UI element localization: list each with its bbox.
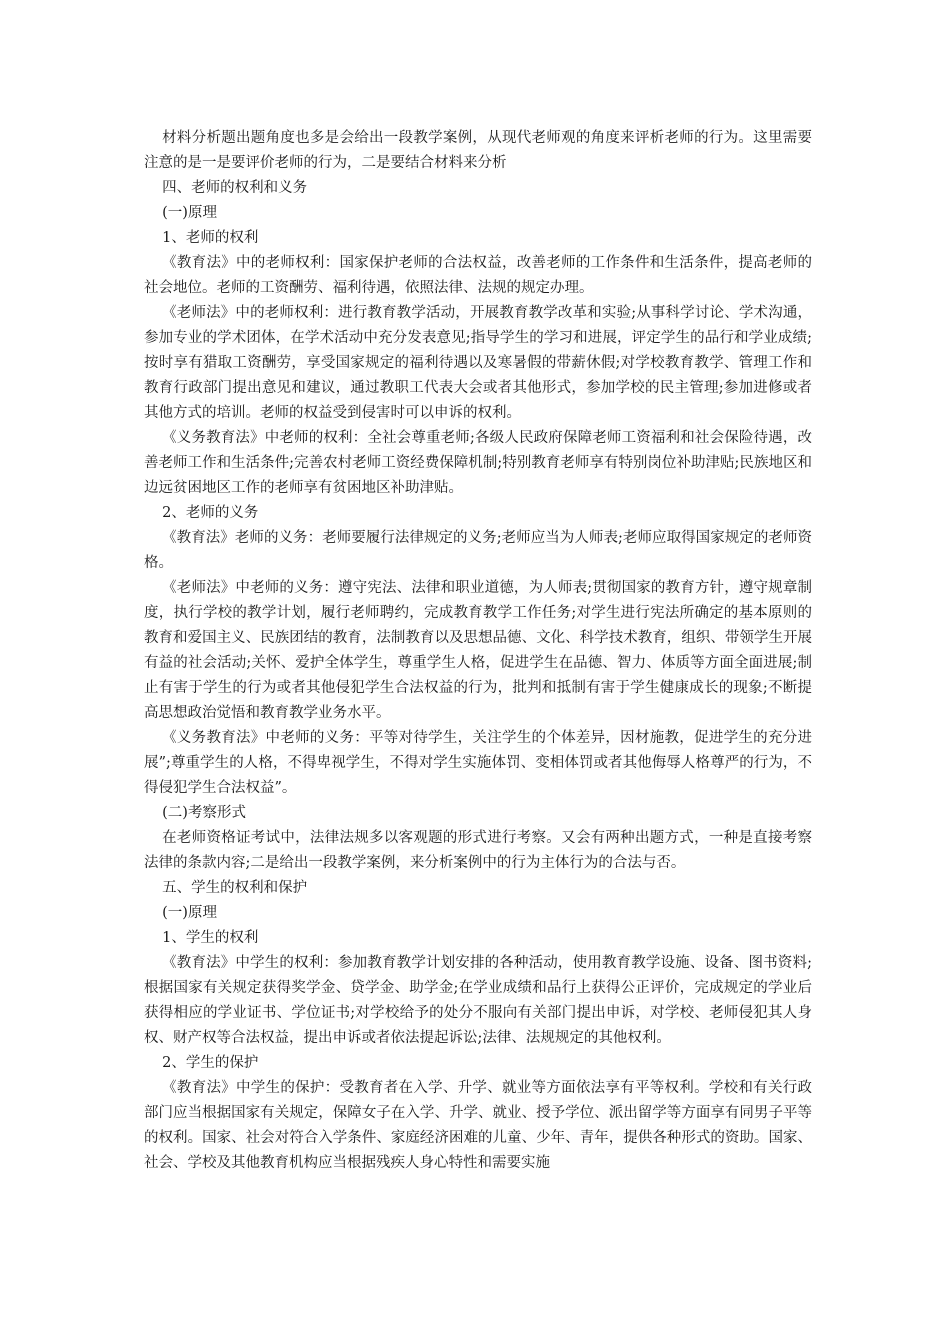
body-paragraph: 《老师法》中老师的义务：遵守宪法、法律和职业道德，为人师表;贯彻国家的教育方针，遵守规章制度，执行学校的教学计划，履行老师聘约，完成教育教学工作任务;对学生进行宪法所确定的基本原则的教育和爱国主义、民族团结的教育，法制教育以及思想品德、文化、科学技术教育，组织、带领学生开展有益的社会活动;关怀、爱护全体学生，尊重学生人格，促进学生在品德、智力、体质等方面全面进展;制止有害于学生的行为或者其他侵犯学生合法权益的行为，批判和抵制有害于学生健康成长的现象;不断提高思想政治觉悟和教育教学业务水平。 — [144, 580, 812, 721]
section-heading: 2、学生的保护 — [162, 1055, 259, 1071]
section-heading: 1、学生的权利 — [162, 930, 259, 946]
body-paragraph: 材料分析题出题角度也多是会给出一段教学案例，从现代老师观的角度来评析老师的行为。这里需要注意的是一是要评价老师的行为，二是要结合材料来分析 — [144, 130, 812, 171]
body-paragraph: 《教育法》中学生的权利：参加教育教学计划安排的各种活动，使用教育教学设施、设备、图书资料;根据国家有关规定获得奖学金、贷学金、助学金;在学业成绩和品行上获得公正评价，完成规定的学业后获得相应的学业证书、学位证书;对学校给予的处分不服向有关部门提出申诉，对学校、老师侵犯其人身权、财产权等合法权益，提出申诉或者依法提起诉讼;法律、法规规定的其他权利。 — [144, 955, 812, 1046]
section-heading: (二)考察形式 — [162, 805, 246, 821]
body-paragraph: 《教育法》中的老师权利：国家保护老师的合法权益，改善老师的工作条件和生活条件，提高老师的社会地位。老师的工资酬劳、福利待遇，依照法律、法规的规定办理。 — [144, 255, 812, 296]
body-paragraph: 在老师资格证考试中，法律法规多以客观题的形式进行考察。又会有两种出题方式，一种是直接考察法律的条款内容;二是给出一段教学案例，来分析案例中的行为主体行为的合法与否。 — [144, 830, 812, 871]
body-paragraph: 《义务教育法》中老师的权利：全社会尊重老师;各级人民政府保障老师工资福利和社会保险待遇，改善老师工作和生活条件;完善农村老师工资经费保障机制;特别教育老师享有特别岗位补助津贴;民族地区和边远贫困地区工作的老师享有贫困地区补助津贴。 — [144, 430, 812, 496]
body-paragraph: 《义务教育法》中老师的义务：平等对待学生，关注学生的个体差异，因材施教，促进学生的充分进展”;尊重学生的人格，不得卑视学生，不得对学生实施体罚、变相体罚或者其他侮辱人格尊严的行为，不得侵犯学生合法权益”。 — [144, 730, 812, 796]
section-heading: 五、学生的权利和保护 — [162, 880, 308, 896]
body-paragraph: 《教育法》老师的义务：老师要履行法律规定的义务;老师应当为人师表;老师应取得国家规定的老师资格。 — [144, 530, 812, 571]
body-paragraph: 《教育法》中学生的保护：受教育者在入学、升学、就业等方面依法享有平等权利。学校和有关行政部门应当根据国家有关规定，保障女子在入学、升学、就业、授予学位、派出留学等方面享有同男子平等的权利。国家、社会对符合入学条件、家庭经济困难的儿童、少年、青年，提供各种形式的资助。国家、社会、学校及其他教育机构应当根据残疾人身心特性和需要实施 — [144, 1080, 812, 1171]
section-heading: 四、老师的权利和义务 — [162, 180, 308, 196]
section-heading: 1、老师的权利 — [162, 230, 259, 246]
document-page — [144, 126, 812, 1176]
body-paragraph: 《老师法》中的老师权利：进行教育教学活动，开展教育教学改革和实验;从事科学讨论、学术沟通，参加专业的学术团体，在学术活动中充分发表意见;指导学生的学习和进展，评定学生的品行和学业成绩;按时享有猎取工资酬劳，享受国家规定的福利待遇以及寒暑假的带薪休假;对学校教育教学、管理工作和教育行政部门提出意见和建议，通过教职工代表大会或者其他形式，参加学校的民主管理;参加进修或者其他方式的培训。老师的权益受到侵害时可以申诉的权利。 — [144, 305, 812, 421]
section-heading: (一)原理 — [162, 905, 217, 921]
section-heading: (一)原理 — [162, 205, 217, 221]
section-heading: 2、老师的义务 — [162, 505, 259, 521]
